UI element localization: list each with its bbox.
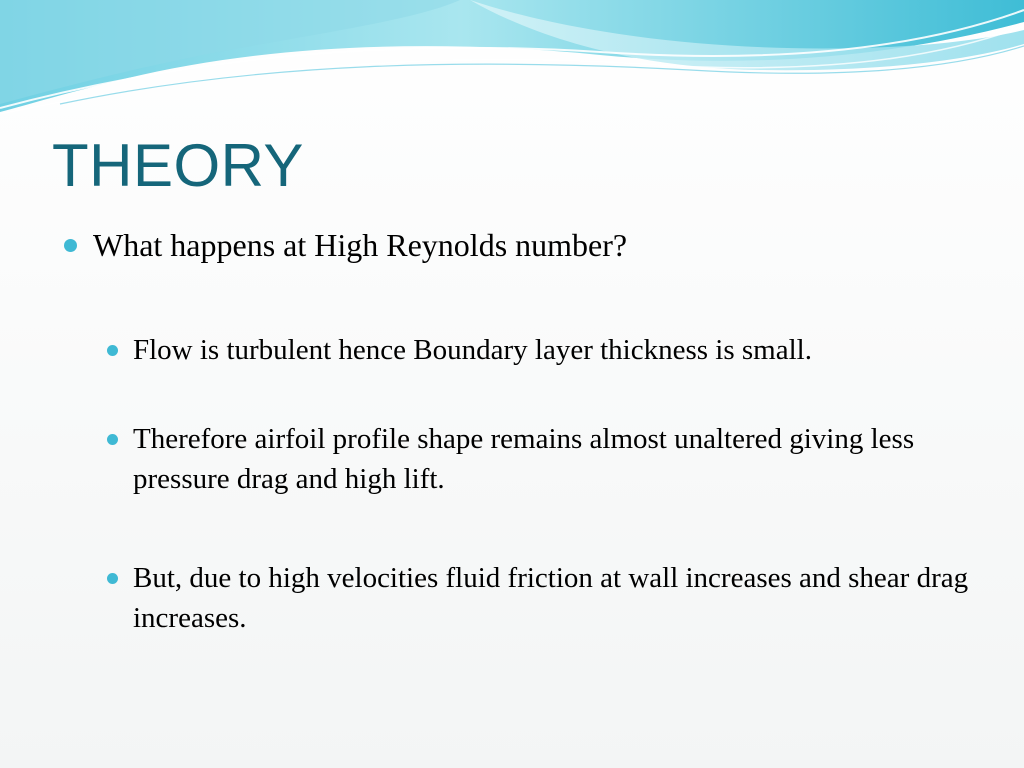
sub-bullet-text: But, due to high velocities fluid friction at wall increases and shear drag increases. [133, 562, 969, 634]
bullet-item-level-1 [93, 224, 993, 266]
bullet-dot-icon [107, 573, 118, 584]
sub-bullet-item [133, 330, 973, 370]
sub-bullet-item [133, 419, 973, 499]
bullet-dot-icon [107, 434, 118, 445]
sub-bullet-text: Flow is turbulent hence Boundary layer thickness is small. [133, 334, 812, 366]
slide-title: THEORY [52, 132, 304, 199]
bullet-dot-icon [107, 345, 118, 356]
sub-bullet-item [133, 558, 973, 638]
bullet-text: What happens at High Reynolds number? [93, 227, 628, 263]
sub-bullet-text: Therefore airfoil profile shape remains almost unaltered giving less pressure drag and high lift. [133, 423, 915, 495]
bullet-dot-icon [64, 239, 77, 252]
